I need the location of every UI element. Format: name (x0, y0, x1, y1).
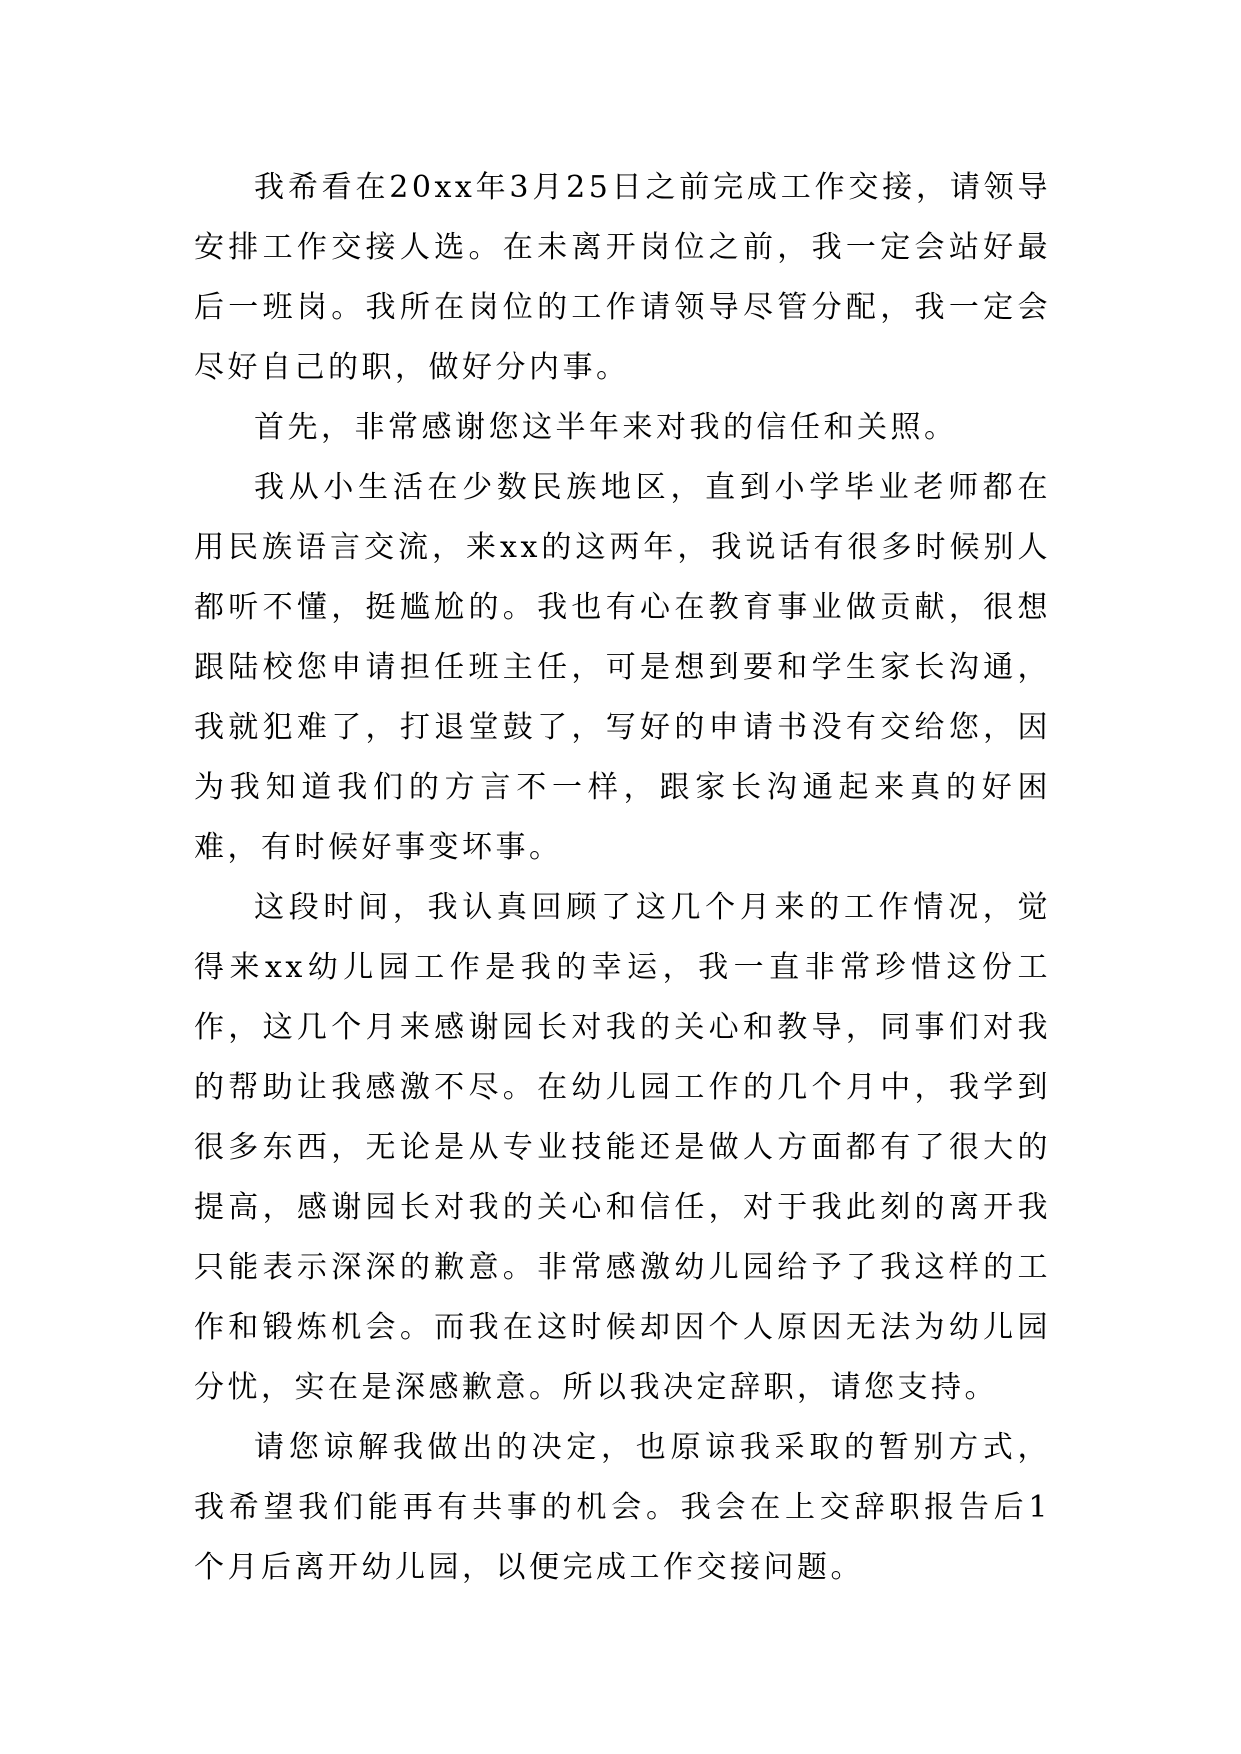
document-body (194, 158, 1051, 1598)
paragraph-closing: 请您谅解我做出的决定，也原谅我采取的暂别方式，我希望我们能再有共事的机会。我会在上交辞职报告后1个月后离开幼儿园，以便完成工作交接问题。 (194, 1430, 1051, 1585)
paragraph-thanks: 首先，非常感谢您这半年来对我的信任和关照。 (254, 410, 958, 445)
paragraph-background: 我从小生活在少数民族地区，直到小学毕业老师都在用民族语言交流，来xx的这两年，我说话有很多时候别人都听不懂，挺尴尬的。我也有心在教育事业做贡献，很想跟陆校您申请担任班主任，可是想到要和学生家长沟通，我就犯难了，打退堂鼓了，写好的申请书没有交给您，因为我知道我们的方言不一样，跟家长沟通起来真的好困难，有时候好事变坏事。 (194, 470, 1051, 865)
paragraph-handover: 我希看在20xx年3月25日之前完成工作交接，请领导安排工作交接人选。在未离开岗位之前，我一定会站好最后一班岗。我所在岗位的工作请领导尽管分配，我一定会尽好自己的职，做好分内事。 (194, 170, 1051, 385)
paragraph-reflection: 这段时间，我认真回顾了这几个月来的工作情况，觉得来xx幼儿园工作是我的幸运，我一直非常珍惜这份工作，这几个月来感谢园长对我的关心和教导，同事们对我的帮助让我感激不尽。在幼儿园工作的几个月中，我学到很多东西，无论是从专业技能还是做人方面都有了很大的提高，感谢园长对我的关心和信任，对于我此刻的离开我只能表示深深的歉意。非常感激幼儿园给予了我这样的工作和锻炼机会。而我在这时候却因个人原因无法为幼儿园分忧，实在是深感歉意。所以我决定辞职，请您支持。 (194, 890, 1051, 1405)
